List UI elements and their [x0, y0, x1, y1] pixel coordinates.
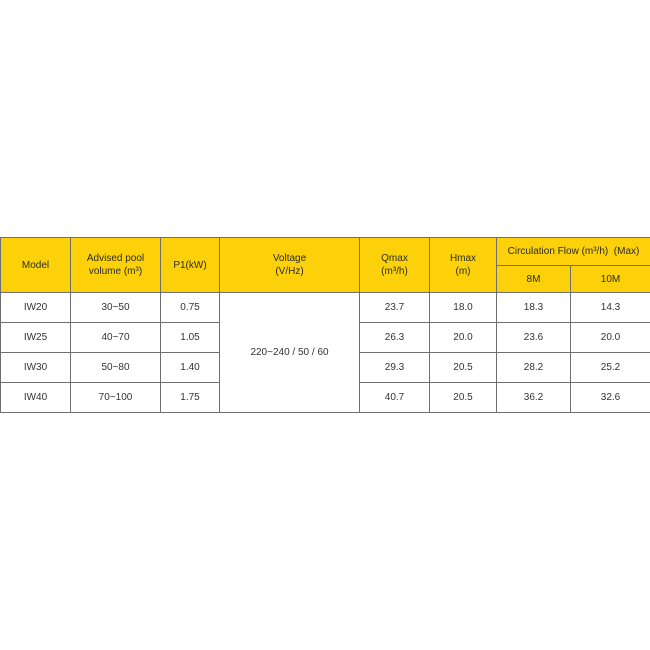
cell-hmax: 20.5	[430, 383, 497, 413]
cell-qmax: 40.7	[360, 383, 430, 413]
cell-pool-volume: 70~100	[71, 383, 161, 413]
cell-flow-8m: 18.3	[497, 293, 571, 323]
cell-flow-8m: 36.2	[497, 383, 571, 413]
cell-flow-10m: 25.2	[571, 353, 650, 383]
table-row	[1, 293, 650, 323]
header-circulation-flow	[497, 238, 650, 266]
cell-hmax: 20.5	[430, 353, 497, 383]
cell-pool-volume: 50~80	[71, 353, 161, 383]
table-body	[1, 293, 650, 413]
cell-qmax: 23.7	[360, 293, 430, 323]
cell-hmax: 18.0	[430, 293, 497, 323]
header-pool-line2: volume (m³)	[88, 266, 143, 277]
cell-flow-8m: 28.2	[497, 353, 571, 383]
header-hmax	[430, 238, 497, 293]
cell-flow-10m: 14.3	[571, 293, 650, 323]
header-qmax-line2: (m³/h)	[381, 266, 408, 277]
cell-p1: 1.05	[161, 323, 220, 353]
header-pool-volume	[71, 238, 161, 293]
cell-qmax: 26.3	[360, 323, 430, 353]
cell-p1: 0.75	[161, 293, 220, 323]
cell-flow-10m: 20.0	[571, 323, 650, 353]
header-10m-label: 10M	[600, 273, 621, 285]
header-circulation-label: Circulation Flow (m³/h) (Max)	[507, 246, 640, 257]
cell-p1: 1.40	[161, 353, 220, 383]
cell-flow-10m: 32.6	[571, 383, 650, 413]
header-hmax-line2: (m)	[455, 266, 471, 277]
cell-pool-volume: 30~50	[71, 293, 161, 323]
header-voltage	[220, 238, 360, 293]
header-model	[1, 238, 71, 293]
header-model-label: Model	[21, 259, 50, 271]
cell-model: IW20	[1, 293, 71, 323]
header-pool-line1: Advised pool	[86, 253, 145, 264]
header-qmax	[360, 238, 430, 293]
cell-hmax: 20.0	[430, 323, 497, 353]
header-8m-label: 8M	[526, 273, 541, 285]
cell-qmax: 29.3	[360, 353, 430, 383]
header-10m	[571, 266, 650, 293]
header-8m	[497, 266, 571, 293]
cell-pool-volume: 40~70	[71, 323, 161, 353]
table-header	[1, 238, 650, 293]
header-voltage-line2: (V/Hz)	[275, 266, 304, 277]
header-qmax-line1: Qmax	[381, 253, 408, 264]
cell-flow-8m: 23.6	[497, 323, 571, 353]
header-p1-label: P1(kW)	[173, 259, 207, 271]
cell-model: IW30	[1, 353, 71, 383]
cell-p1: 1.75	[161, 383, 220, 413]
header-p1	[161, 238, 220, 293]
cell-voltage: 220~240 / 50 / 60	[220, 293, 360, 413]
header-hmax-line1: Hmax	[449, 253, 477, 264]
header-voltage-line1: Voltage	[272, 253, 307, 264]
cell-model: IW40	[1, 383, 71, 413]
pump-spec-table	[0, 237, 650, 413]
cell-model: IW25	[1, 323, 71, 353]
